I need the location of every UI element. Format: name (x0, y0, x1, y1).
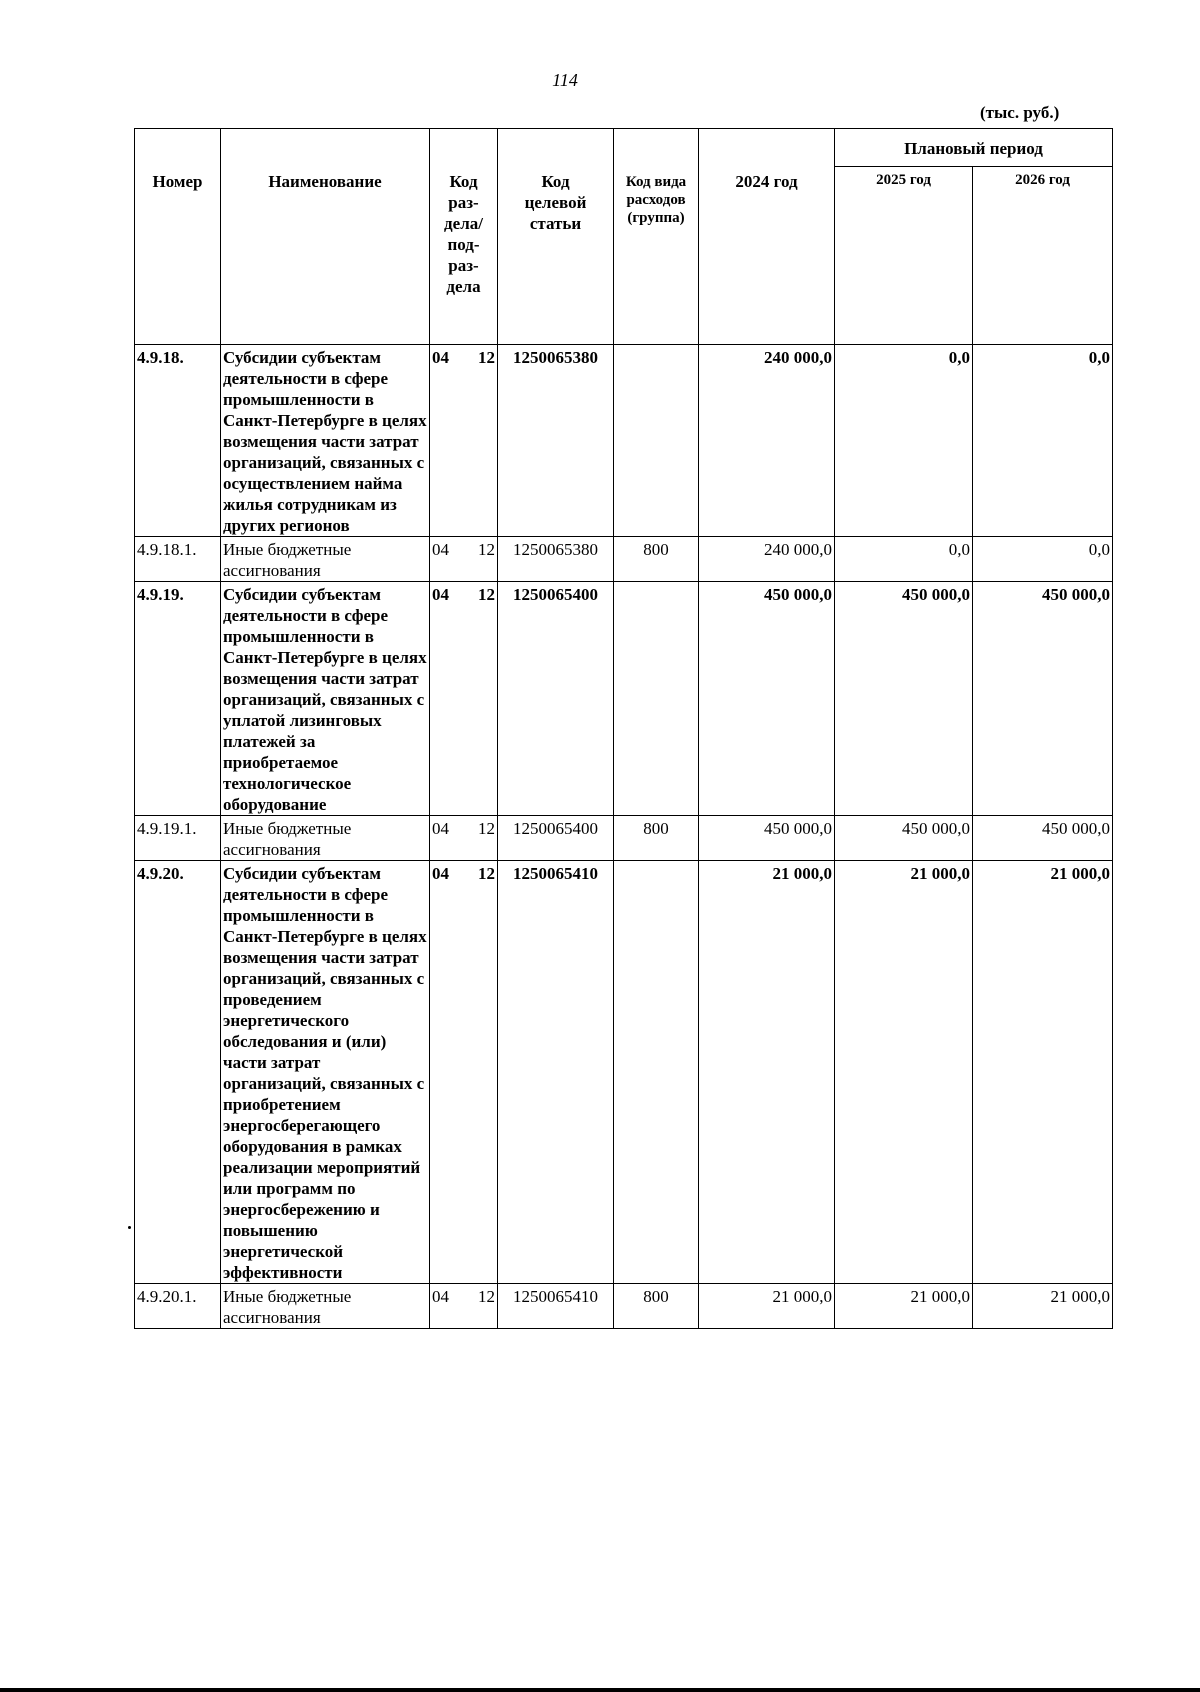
row-number: 4.9.18. (135, 345, 221, 537)
row-number: 4.9.19.1. (135, 816, 221, 861)
row-amount-2024: 240 000,0 (699, 537, 835, 582)
header-year-2025: 2025 год (835, 167, 973, 345)
row-name: Субсидии субъектам деятельности в сфере промышленности в Санкт-Петербурге в целях возмещения части затрат организаций, связанных с осуществлением найма жилья сотрудникам из других регионов (221, 345, 430, 537)
row-amount-2025: 0,0 (835, 345, 973, 537)
row-section-code: 04 12 (430, 582, 498, 816)
header-section-code: Код раз- дела/ под- раз- дела (430, 129, 498, 345)
header-year-2026: 2026 год (973, 167, 1113, 345)
units-label: (тыс. руб.) (980, 103, 1060, 122)
row-amount-2026: 450 000,0 (973, 582, 1113, 816)
row-target-code: 1250065380 (498, 537, 614, 582)
row-amount-2025: 0,0 (835, 537, 973, 582)
budget-table (134, 128, 1113, 1329)
row-amount-2025: 450 000,0 (835, 816, 973, 861)
row-name: Иные бюджетные ассигнования (221, 816, 430, 861)
row-amount-2024: 21 000,0 (699, 861, 835, 1284)
row-target-code: 1250065400 (498, 816, 614, 861)
row-amount-2024: 240 000,0 (699, 345, 835, 537)
row-name: Субсидии субъектам деятельности в сфере промышленности в Санкт-Петербурге в целях возмещения части затрат организаций, связанных с проведением энергетического обследования и (или) части затрат организаций, связанных с приобретением энергосберегающего оборудования в рамках реализации мероприятий или программ по энергосбережению и повышению энергетической эффективности (221, 861, 430, 1284)
row-amount-2026: 450 000,0 (973, 816, 1113, 861)
row-number: 4.9.20.1. (135, 1284, 221, 1329)
row-section-code: 04 12 (430, 816, 498, 861)
row-amount-2026: 0,0 (973, 345, 1113, 537)
row-amount-2024: 450 000,0 (699, 582, 835, 816)
row-amount-2025: 450 000,0 (835, 582, 973, 816)
table-row (135, 582, 1113, 816)
row-expense-group (614, 582, 699, 816)
row-section-code: 04 12 (430, 861, 498, 1284)
header-year-2024: 2024 год (699, 129, 835, 345)
row-amount-2026: 21 000,0 (973, 1284, 1113, 1329)
row-expense-group: 800 (614, 537, 699, 582)
table-row (135, 816, 1113, 861)
row-number: 4.9.18.1. (135, 537, 221, 582)
page-number: 114 (552, 70, 578, 90)
row-section-code: 04 12 (430, 537, 498, 582)
row-amount-2025: 21 000,0 (835, 861, 973, 1284)
row-section-code: 04 12 (430, 1284, 498, 1329)
row-amount-2025: 21 000,0 (835, 1284, 973, 1329)
table-row (135, 861, 1113, 1284)
row-expense-group (614, 861, 699, 1284)
row-name: Субсидии субъектам деятельности в сфере промышленности в Санкт-Петербурге в целях возмещения части затрат организаций, связанных с уплатой лизинговых платежей за приобретаемое технологическое оборудование (221, 582, 430, 816)
header-name: Наименование (221, 129, 430, 345)
row-target-code: 1250065400 (498, 582, 614, 816)
row-amount-2026: 0,0 (973, 537, 1113, 582)
row-target-code: 1250065410 (498, 1284, 614, 1329)
row-amount-2024: 21 000,0 (699, 1284, 835, 1329)
row-expense-group (614, 345, 699, 537)
table-row (135, 345, 1113, 537)
row-amount-2026: 21 000,0 (973, 861, 1113, 1284)
header-planned-period: Плановый период (835, 129, 1113, 167)
table-row (135, 537, 1113, 582)
header-target-code: Код целевой статьи (498, 129, 614, 345)
scan-speck (128, 1226, 131, 1229)
row-amount-2024: 450 000,0 (699, 816, 835, 861)
row-target-code: 1250065380 (498, 345, 614, 537)
row-name: Иные бюджетные ассигнования (221, 1284, 430, 1329)
header-number: Номер (135, 129, 221, 345)
row-expense-group: 800 (614, 1284, 699, 1329)
row-name: Иные бюджетные ассигнования (221, 537, 430, 582)
row-section-code: 04 12 (430, 345, 498, 537)
row-number: 4.9.19. (135, 582, 221, 816)
scan-bottom-edge (0, 1688, 1200, 1692)
row-number: 4.9.20. (135, 861, 221, 1284)
row-target-code: 1250065410 (498, 861, 614, 1284)
table-row (135, 1284, 1113, 1329)
header-expense-type: Код вида расходов (группа) (614, 129, 699, 345)
row-expense-group: 800 (614, 816, 699, 861)
